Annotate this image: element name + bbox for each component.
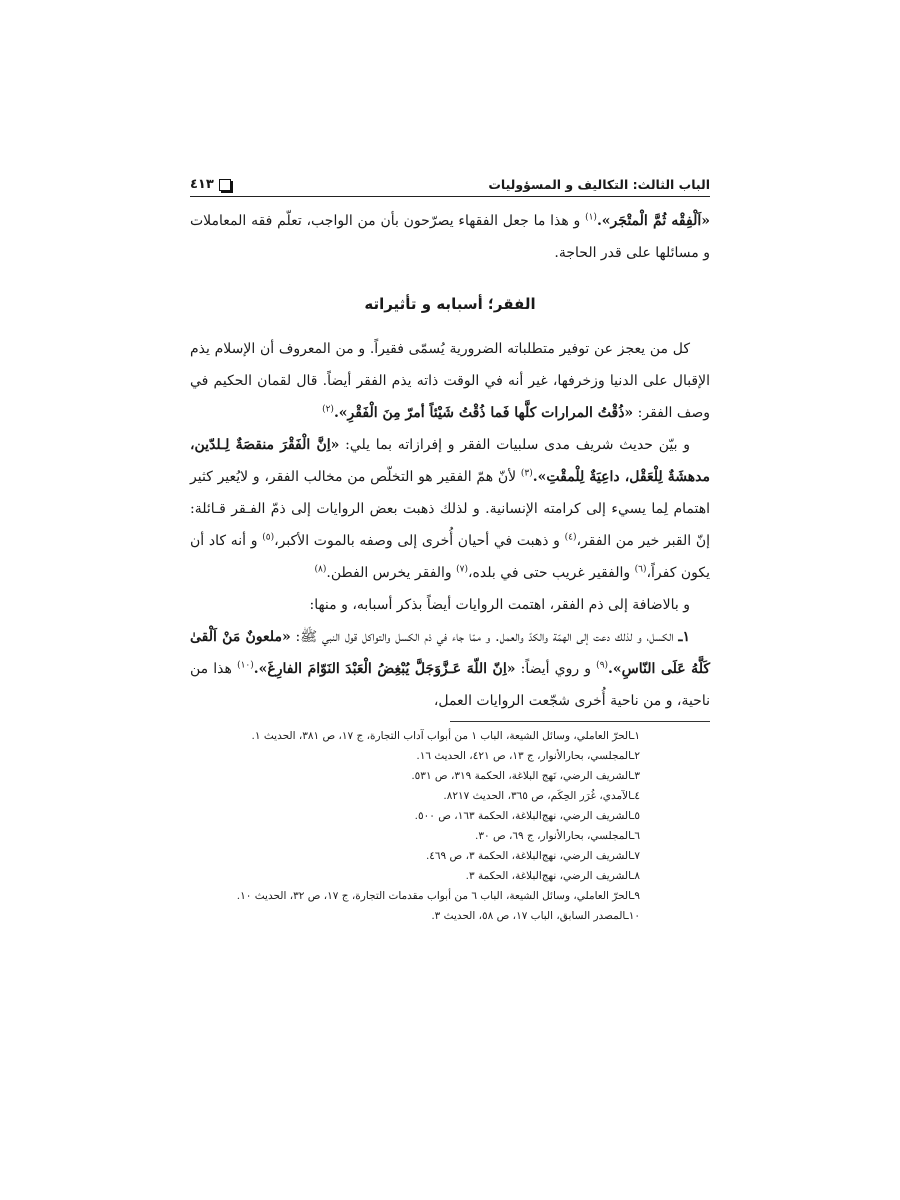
footnote-ref: (٩) (596, 660, 609, 671)
footnote: ٢ـالمجلسي، بحارالأنوار، ج ١٣، ص ٤٢١، الحديث ١٦. (416, 750, 640, 762)
paragraph-4 (190, 621, 710, 717)
quote: «اِنَّ الْفَقْرَ منقصَةٌ لِـلدّين، مدهشَةٌ لِلْعَقْل، داعِيَةٌ لِلْمقْتِ». (190, 437, 710, 485)
paragraph-text: والفقر يخرس الفطن. (326, 565, 457, 581)
footnote: ٣ـالشريف الرضي، نَهج البلاغة، الحكمة ٣١٩، ص ٥٣١. (411, 770, 640, 782)
paragraph-text: و بالاضافة إلى ذم الفقر، اهتمت الروايات أيضاً بذكر أسبابه، و منها: (309, 597, 690, 613)
chapter-title: الباب الثالث: التكاليف و المسؤوليات (488, 177, 710, 192)
page-header (190, 162, 710, 197)
paragraph-text: لأنّ همّ الفقير هو التخلّص من مخالب الفقر، و لايُعير كثير اهتمام لِما يسيء إلى كرامته الإنسانية. و لذلك ذهبت بعض الروايات إلى ذمّ الفـقر قـائلة: إنّ القبر خير من الفقر، (190, 469, 710, 549)
paragraph-text: كل من يعجز عن توفير متطلباته الضرورية يُسمّى فقيراً. و من المعروف أن الإسلام يذم الإقبال على الدنيا وزخرفها، غير أنه في الوقت ذاته يذم الفقر أيضاً. قال لقمان الحكيم في وصف الفقر: (190, 341, 710, 421)
quote: «ملعونٌ مَنْ اَلْقىٰ كَلَّهُ عَلَى النّاسِ». (190, 629, 710, 677)
paragraph-1 (190, 333, 710, 429)
book-page (190, 162, 710, 926)
paragraph-text: و بيّن حديث شريف مدى سلبيات الفقر و إفرازاته بما يلي: (339, 437, 690, 453)
paragraph-text: و أنه كاد أن يكون كفراً، (190, 533, 710, 581)
footnote-ref: (٧) (456, 564, 469, 575)
footnote: ١٠ـالمصدر السابق، الباب ١٧، ص ٥٨، الحديث ٣. (431, 910, 640, 922)
footnote: ٨ـالشريف الرضي، نهج‌البلاغة، الحكمة ٣. (465, 870, 640, 882)
paragraph-0 (190, 205, 710, 269)
footnote-ref: (٨) (314, 564, 327, 575)
paragraph-text: هذا من ناحية، و من ناحية أُخرى شجّعت الروايات العمل، (190, 661, 710, 709)
section-title: الفقر؛ أسبابه و تأثيراته (364, 295, 536, 313)
paragraph-2 (190, 429, 710, 589)
paragraph-text: و ذهبت في أحيان أُخرى إلى وصفه بالموت الأكبر، (274, 533, 565, 549)
list-number: ١ـ (678, 629, 690, 645)
quote: «اِنّ اللّهَ عَـزَّوَجَلَّ يُبْغِضُ الْعَبْدَ النَوّامَ الفارِغَ». (253, 661, 516, 677)
footnote: ٤ـالآمدي، غُرَر الحِكَم، ص ٣٦٥، الحديث ٨٢١٧. (443, 790, 640, 802)
paragraph-text: و روي أيضاً: (515, 661, 597, 677)
footnote-ref: (٥) (262, 532, 275, 543)
page-number: ٤١٣ (190, 177, 214, 192)
paragraph-text: و هذا ما جعل الفقهاء يصرّحون بأن من الواجب، تعلّم فقه المعاملات و مسائلها على قدر الحاجة. (190, 213, 710, 261)
paragraph-text: الكسل، و لذلك دعت إلى الهمّة والكدّ والعمل. و ممّا جاء في ذم الكسل والتواكل قول النبي ﷺ: (290, 629, 679, 645)
footnote-ref: (١) (585, 212, 597, 223)
footnote-ref: (٤) (564, 532, 577, 543)
footnote: ٦ـالمجلسي، بحارالأنوار، ج ٦٩، ص ٣٠. (474, 830, 640, 842)
page-number-block (190, 177, 233, 192)
footnote: ١ـالحرّ العاملي، وسائل الشيعة، الباب ١ من أبواب آداب التجارة، ج ١٧، ص ٣٨١، الحديث ١. (251, 730, 640, 742)
quote: «ذُقْتُ المرارات كلَّها فَما ذُقْتُ شَيْئاً أمرّ مِنَ الْفَقْرِ». (333, 405, 634, 421)
footnote-divider (450, 721, 710, 722)
footnote-ref: (١٠) (237, 660, 254, 671)
footnote-ref: (٢) (322, 404, 334, 415)
body-text (190, 205, 710, 717)
footnotes (190, 726, 710, 926)
footnote: ٧ـالشريف الرضي، نهج‌البلاغة، الحكمة ٣، ص ٤٦٩. (425, 850, 640, 862)
footnote-ref: (٣) (520, 468, 533, 479)
paragraph-3 (190, 589, 710, 621)
footnote: ٩ـالحرّ العاملي، وسائل الشيعة، الباب ٦ من أبواب مقدمات التجارة، ج ١٧، ص ٣٢، الحديث ١٠. (236, 890, 640, 902)
quote: «اَلْفِقْه ثُمَّ الْمتْجَر». (596, 213, 710, 229)
paragraph-text: والفقير غريب حتى في بلده، (468, 565, 635, 581)
footnote: ٥ـالشريف الرضي، نهج‌البلاغة، الحكمة ١٦٣، ص ٥٠٠. (414, 810, 640, 822)
square-bullet-icon (219, 179, 231, 191)
footnote-ref: (٦) (634, 564, 647, 575)
